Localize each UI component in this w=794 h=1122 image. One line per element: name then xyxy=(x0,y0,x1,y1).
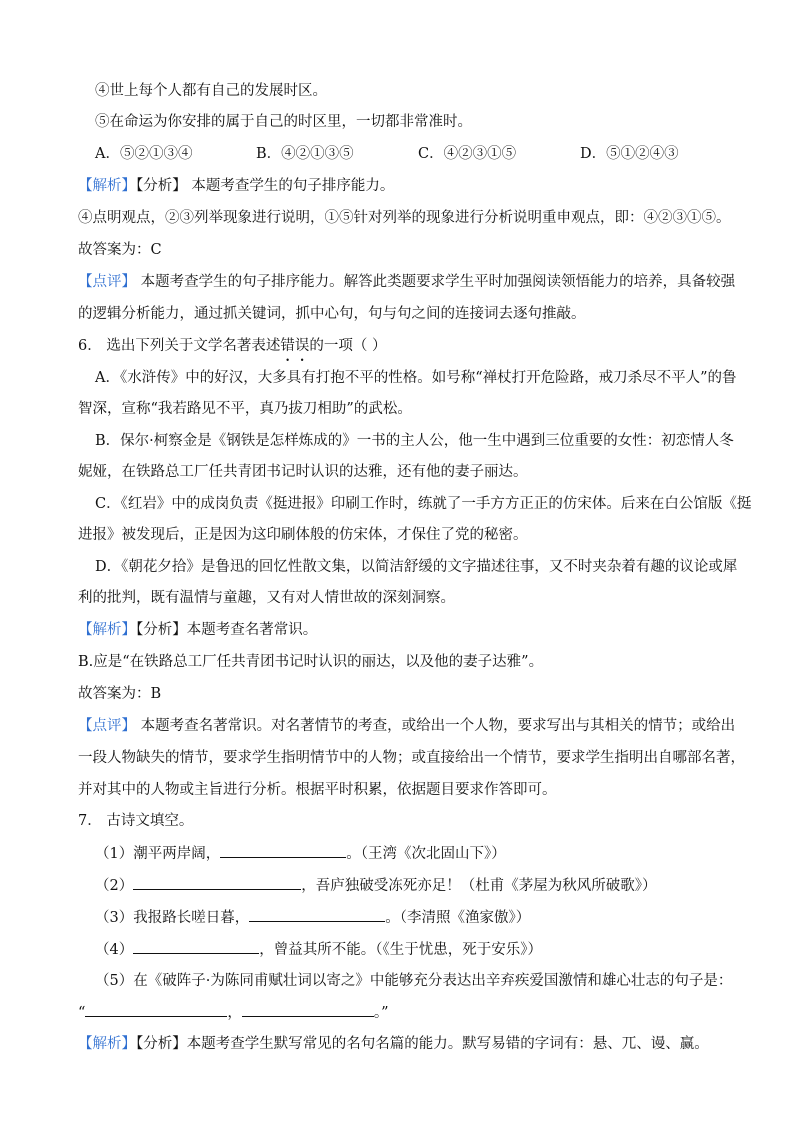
item-text: ，吾庐独破受冻死亦足！（杜甫《茅屋为秋风所破歌》） xyxy=(301,878,657,894)
option-b: B．④②①③⑤ xyxy=(256,146,354,162)
analysis-head: 【分析】本题考查学生默写常见的名句名篇的能力。默写易错的字词有：悬、兀、谩、赢。 xyxy=(136,1036,709,1052)
comment-text-2: 的逻辑分析能力，通过抓关键词，抓中心句，句与句之间的连接词去逐句推敲。 xyxy=(78,306,586,322)
statement-4: ④世上每个人都有自己的发展时区。 xyxy=(95,83,327,99)
fill-item-3 xyxy=(95,907,530,928)
quote-close: 。” xyxy=(373,1005,389,1021)
item-text: ，曾益其所不能。（《生于忧患，死于安乐》） xyxy=(259,942,542,958)
answer-blank[interactable] xyxy=(220,843,346,858)
option-a: A．《水浒传》中的好汉，大多具有打抱不平的性格。如号称“禅杖打开危险路，戒刀杀尽不平人”的鲁 xyxy=(95,370,737,386)
comment-line xyxy=(78,716,735,736)
option-d-cont: 利的批判，既有温情与童趣，又有对人情世故的深刻洞察。 xyxy=(78,590,455,606)
analysis-tag: 【解析】 xyxy=(78,178,136,194)
comment-text: 本题考查学生的句子排序能力。解答此类题要求学生平时加强阅读领悟能力的培养，具备较强 xyxy=(136,274,736,290)
analysis-tag: 【解析】 xyxy=(78,1036,136,1052)
option-b: B．保尔·柯察金是《钢铁是怎样炼成的》一书的主人公，他一生中遇到三位重要的女性：初恋情人冬 xyxy=(95,433,734,449)
comment-text-2: 一段人物缺失的情节，要求学生指明情节中的人物；或直接给出一个情节，要求学生指明出自哪部名著， xyxy=(78,750,745,766)
comma: ， xyxy=(227,1005,242,1021)
question-7-stem xyxy=(78,811,193,831)
answer-blank[interactable] xyxy=(249,907,385,922)
item-text: （2） xyxy=(95,878,134,894)
item-text: （1）潮平两岸阔， xyxy=(95,846,221,862)
option-c: C．《红岩》中的成岗负责《挺进报》印刷工作时，练就了一手方方正正的仿宋体。后来在白公馆版《挺 xyxy=(95,496,752,512)
analysis-line xyxy=(78,620,317,640)
statement-5: ⑤在命运为你安排的属于自己的时区里，一切都非常准时。 xyxy=(95,114,472,130)
stem-text: 古诗文填空。 xyxy=(101,813,194,829)
fill-item-5-blanks xyxy=(78,1002,389,1023)
option-d: D．⑤①②④③ xyxy=(580,146,679,162)
item-text: （4） xyxy=(95,942,134,958)
fill-item-2 xyxy=(95,875,656,896)
question-number: 7． xyxy=(78,813,102,829)
option-b-cont: 妮娅，在铁路总工厂任共青团书记时认识的达雅，还有他的妻子丽达。 xyxy=(78,464,528,480)
analysis-line xyxy=(78,1034,709,1054)
analysis-head: 【分析】 本题考查学生的句子排序能力。 xyxy=(136,178,395,194)
comment-text-3: 并对其中的人物或主旨进行分析。根据平时积累，依据题目要求作答即可。 xyxy=(78,782,557,798)
comment-line xyxy=(78,272,735,292)
option-c-cont: 进报》被发现后，正是因为这印刷体般的仿宋体，才保住了党的秘密。 xyxy=(78,527,528,543)
analysis-body: ④点明观点，②③列举现象进行说明，①⑤针对列举的现象进行分析说明重申观点，即：④②③①⑤。 xyxy=(78,210,731,226)
analysis-line xyxy=(78,176,394,196)
answer-line: 故答案为：C xyxy=(78,242,162,258)
comment-tag: 【点评】 xyxy=(78,718,136,734)
comment-text: 本题考查名著常识。对名著情节的考查，或给出一个人物，要求写出与其相关的情节；或给出 xyxy=(136,718,736,734)
item-text: 。（李清照《渔家傲》） xyxy=(385,910,531,926)
question-number: 6． xyxy=(78,338,102,354)
fill-item-5: （5）在《破阵子·为陈同甫赋壮词以寄之》中能够充分表达出辛弃疾爱国激情和雄心壮志的句子是： xyxy=(95,973,733,989)
item-text: 。（王湾《次北固山下》） xyxy=(346,846,506,862)
quote-open: “ xyxy=(78,1005,86,1021)
option-a-cont: 智深，宣称“我若路见不平，真乃拔刀相助”的武松。 xyxy=(78,401,412,417)
analysis-body: B.应是“在铁路总工厂任共青团书记时认识的丽达，以及他的妻子达雅”。 xyxy=(78,654,544,670)
option-a: A．⑤②①③④ xyxy=(95,146,193,162)
answer-blank[interactable] xyxy=(133,939,259,954)
emphasis-char: 误 xyxy=(294,338,310,354)
analysis-head: 【分析】本题考查名著常识。 xyxy=(136,622,318,638)
analysis-tag: 【解析】 xyxy=(78,622,136,638)
comment-tag: 【点评】 xyxy=(78,274,136,290)
fill-item-1 xyxy=(95,843,506,864)
answer-blank[interactable] xyxy=(133,875,301,890)
stem-text: 选出下列关于文学名著表述 xyxy=(101,338,281,354)
question-6-stem xyxy=(78,336,386,356)
answer-blank[interactable] xyxy=(242,1002,374,1017)
item-text: （3）我报路长嗟日暮， xyxy=(95,910,250,926)
fill-item-4 xyxy=(95,939,542,960)
answer-blank[interactable] xyxy=(85,1002,227,1017)
stem-text: 的一项（ ） xyxy=(309,338,387,354)
emphasis-char: 错 xyxy=(280,338,295,354)
option-c: C．④②③①⑤ xyxy=(418,146,517,162)
answer-line: 故答案为：B xyxy=(78,686,162,702)
option-d: D．《朝花夕拾》是鲁迅的回忆性散文集，以简洁舒缓的文字描述往事，又不时夹杂着有趣的议论或犀 xyxy=(95,559,738,575)
